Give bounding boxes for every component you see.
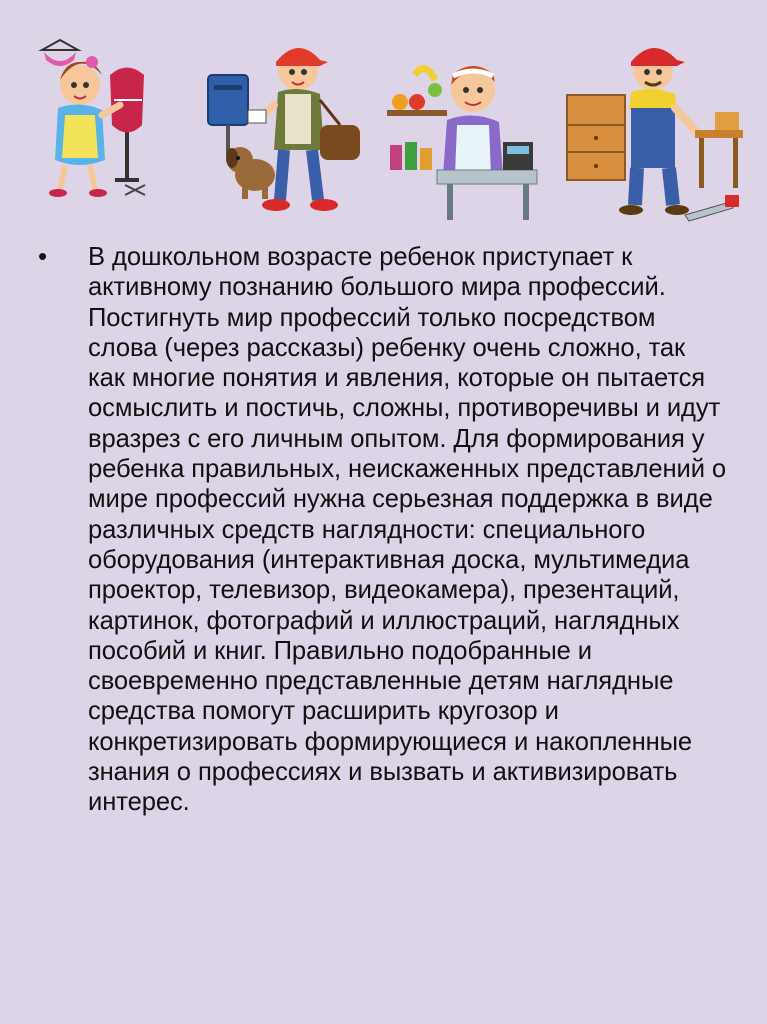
bullet-symbol: • [38, 241, 48, 271]
carpenter-icon [565, 30, 745, 225]
postman-icon [200, 30, 370, 215]
saleswoman-icon [385, 30, 545, 225]
profession-illustrations [30, 30, 745, 230]
bullet-paragraph: В дошкольном возрасте ребенок приступает к активному познанию большого мира профессий. Постигнуть мир профессий только посредством слова (через рассказы) ребенку очень сложно, так как многие понятия и явления, которые он пытается осмыслить и постичь, сложны, противоречивы и идут вразрез с его личным опытом. Для формирования у ребенка правильных, неискаженных представлений о мире профессий нужна серьезная поддержка в виде различных средств наглядности: специального оборудования (интерактивная доска, мультимедиа проектор, телевизор, видеокамера), презентаций, картинок, фотографий и иллюстраций, наглядных пособий и книг. Правильно подобранные и своевременно представленные детям наглядные средства помогут расширить кругозор и конкретизировать формирующиеся и накопленные знания о профессиях и вызвать и активизировать интерес. [88, 243, 727, 817]
slide-body [38, 242, 728, 818]
seamstress-icon [30, 30, 170, 200]
bullet-item [38, 242, 728, 818]
